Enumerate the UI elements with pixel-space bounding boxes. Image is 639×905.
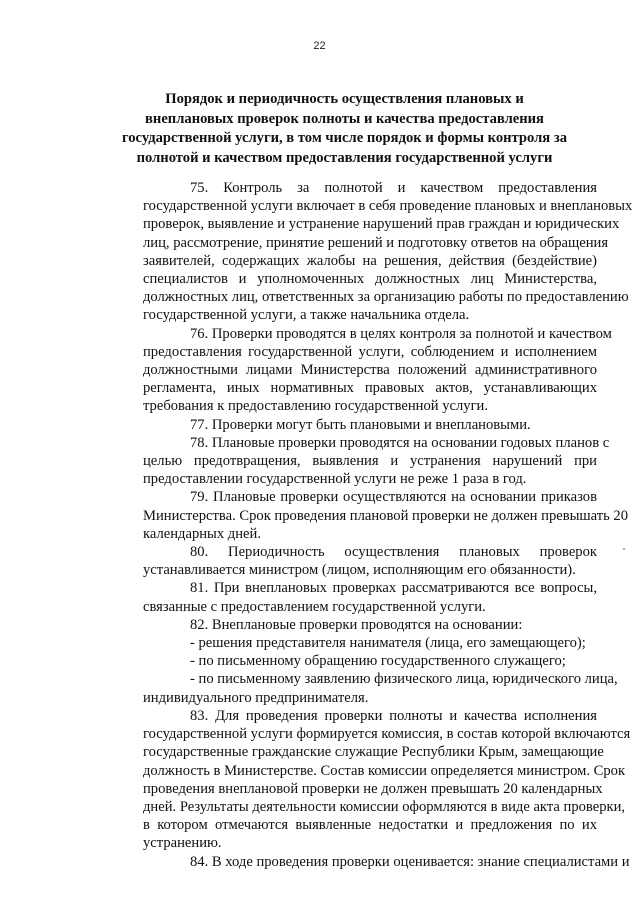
paragraph	[96, 616, 597, 634]
paragraph	[96, 579, 597, 615]
text-line: проведения внеплановой проверки не должен превышать 20 календарных	[143, 780, 603, 797]
body-text	[96, 179, 633, 871]
text-line: проверок, выявление и устранение нарушений прав граждан и юридических	[143, 216, 620, 233]
text-line: 82. Внеплановые проверки проводятся на основании:	[190, 616, 523, 633]
page-number: 22	[313, 40, 326, 52]
text-line: - по письменному обращению государственного служащего;	[190, 653, 566, 670]
text-line: должностными лицами Министерства положений административного	[143, 362, 597, 379]
paragraph	[96, 853, 630, 871]
text-line: регламента, иных нормативных правовых актов, устанавливающих	[143, 380, 597, 397]
paragraph	[96, 543, 597, 579]
paragraph	[96, 670, 618, 706]
text-line: специалистов и уполномоченных должностных лиц Министерства,	[143, 271, 597, 288]
text-line: в котором отмечаются выявленные недостатки и предложения по их	[143, 817, 597, 834]
text-line: государственные гражданские служащие Республики Крым, замещающие	[143, 744, 604, 761]
heading-line: полнотой и качеством предоставления государственной услуги	[136, 149, 553, 166]
paragraph	[96, 179, 633, 325]
text-line: 78. Плановые проверки проводятся на основании годовых планов с	[190, 434, 610, 451]
text-line: - по письменному заявлению физического лица, юридического лица,	[190, 671, 618, 688]
section-heading	[96, 90, 593, 168]
text-line: индивидуального предпринимателя.	[143, 689, 369, 706]
text-line: государственной услуги, а также начальника отдела.	[143, 307, 470, 324]
text-line: должностных лиц, ответственных за организацию работы по предоставлению	[143, 289, 629, 306]
text-line: 75. Контроль за полнотой и качеством предоставления	[190, 180, 597, 196]
text-line: 81. При внеплановых проверках рассматриваются все вопросы,	[190, 580, 597, 597]
text-line: должность в Министерстве. Состав комиссии определяется министром. Срок	[143, 762, 626, 779]
text-line: государственной услуги включает в себя проведение плановых и внеплановых	[143, 198, 633, 215]
paragraph	[96, 707, 631, 853]
text-line: Министерства. Срок проведения плановой проверки не должен превышать 20	[143, 507, 629, 524]
paragraph	[96, 652, 597, 670]
paragraph	[96, 325, 612, 416]
text-line: 77. Проверки могут быть плановыми и внеплановыми.	[190, 416, 531, 433]
text-line: лиц, рассмотрение, принятие решений и подготовку ответов на обращения	[143, 234, 609, 251]
text-line: календарных дней.	[143, 525, 261, 542]
heading-line: внеплановых проверок полноты и качества предоставления	[145, 110, 544, 127]
text-line: 84. В ходе проведения проверки оценивается: знание специалистами и	[190, 853, 630, 870]
scan-artifact	[623, 548, 625, 550]
text-line: связанные с предоставлением государственной услуги.	[143, 598, 486, 615]
heading-line: Порядок и периодичность осуществления плановых и	[165, 91, 524, 107]
text-line: устранению.	[143, 835, 222, 852]
text-line: устанавливается министром (лицом, исполняющим его обязанности).	[143, 562, 576, 579]
heading-line: государственной услуги, в том числе порядок и формы контроля за	[121, 130, 568, 146]
paragraph	[96, 634, 597, 652]
text-line: дней. Результаты деятельности комиссии оформляются в виде акта проверки,	[143, 798, 626, 815]
paragraph	[96, 416, 597, 434]
text-line: 76. Проверки проводятся в целях контроля за полнотой и качеством	[190, 325, 612, 342]
text-line: 79. Плановые проверки осуществляются на основании приказов	[190, 489, 597, 506]
text-line: требования к предоставлению государственной услуги.	[143, 398, 489, 415]
text-line: 83. Для проведения проверки полноты и качества исполнения	[190, 707, 597, 724]
text-line: 80. Периодичность осуществления плановых проверок	[190, 544, 597, 561]
paragraph	[96, 434, 610, 489]
text-line: предоставлении государственной услуги не реже 1 раза в год.	[143, 471, 527, 488]
text-line: предоставления государственной услуги, соблюдением и исполнением	[143, 343, 597, 360]
text-line: государственной услуги формируется комиссия, в состав которой включаются	[143, 726, 631, 743]
text-line: заявителей, содержащих жалобы на решения, действия (бездействие)	[143, 252, 597, 269]
paragraph	[96, 488, 629, 543]
text-line: целью предотвращения, выявления и устранения нарушений при	[143, 453, 597, 470]
text-line: - решения представителя нанимателя (лица, его замещающего);	[190, 635, 586, 652]
